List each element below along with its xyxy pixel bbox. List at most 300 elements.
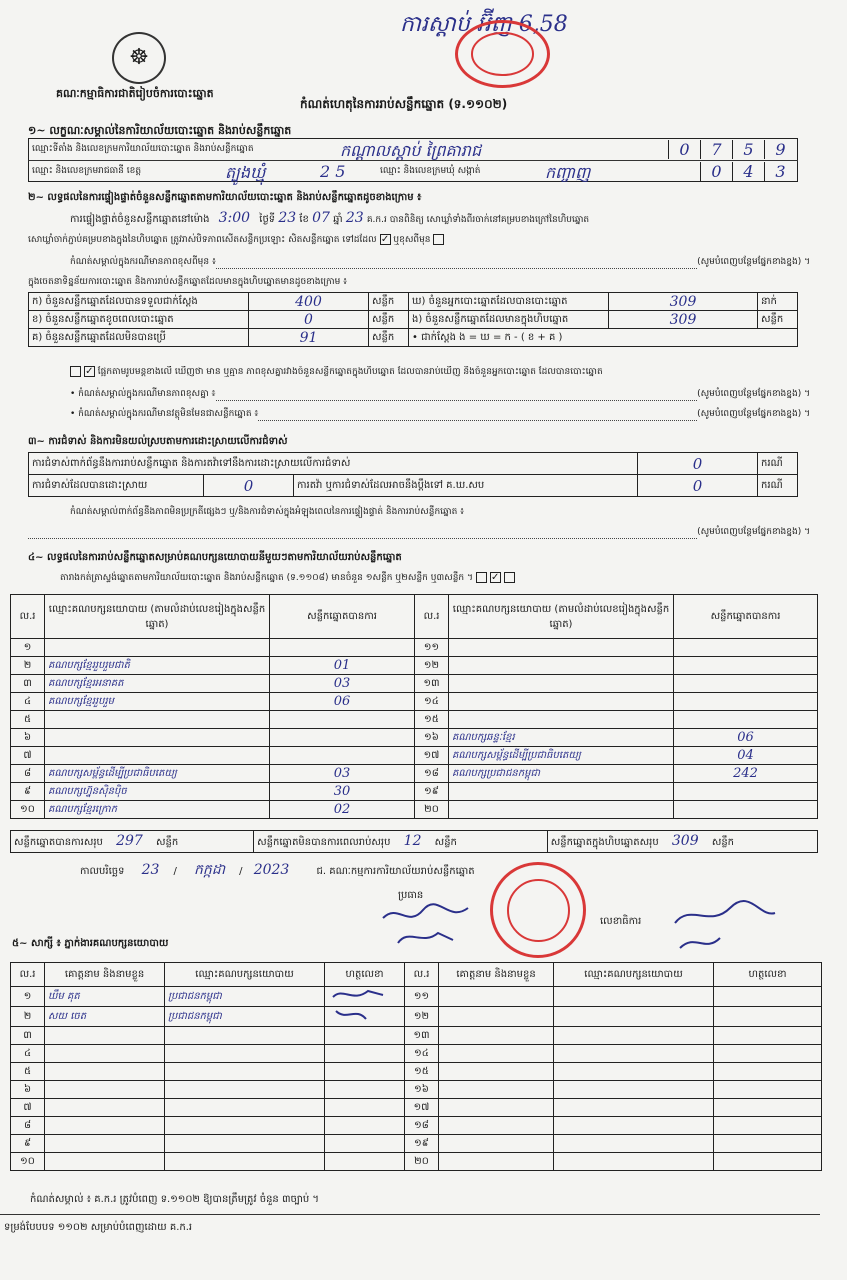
secretary-signature-svg	[670, 898, 780, 958]
bullet1-line	[70, 388, 810, 401]
party-name: គណបក្សសម្ព័ន្ធដើម្បីប្រជាធិបតេយ្យ	[45, 765, 270, 783]
row-no: ២០	[405, 1153, 439, 1171]
has-difference-checkbox[interactable]	[70, 366, 81, 377]
witness-signature-svg	[328, 987, 388, 1003]
witness-name	[439, 1153, 554, 1171]
counts-label2: ង) ចំនួនសន្លឹកឆ្នោតដែលមានក្នុងហិបឆ្នោត	[409, 311, 609, 329]
code-cell: 4	[732, 162, 764, 181]
witness-row	[11, 1081, 822, 1099]
party-votes	[270, 639, 415, 657]
row-no: ៣	[11, 675, 45, 693]
witness-sign	[325, 1153, 405, 1171]
row-no: ១៥	[405, 1063, 439, 1081]
total-box	[547, 831, 817, 853]
party-name	[449, 783, 674, 801]
resolved-label: ការជំទាស់ដែលបានដោះស្រាយ	[29, 475, 204, 497]
appeal-label: ការតវ៉ា ឬការជំទាស់ដែលអាចនឹងប្តឹងទៅ គ.ឃ.សប	[294, 475, 638, 497]
row-no: ១១	[415, 639, 449, 657]
month-value: 07	[312, 210, 330, 226]
party-name: គណបក្សខ្មែររួបរួមជាតិ	[45, 657, 270, 675]
witness-name	[45, 1135, 165, 1153]
row-no: ១៦	[405, 1081, 439, 1099]
witness-name	[45, 1081, 165, 1099]
results-row	[11, 675, 818, 693]
row-no: ១	[11, 639, 45, 657]
counts-row	[29, 293, 798, 311]
witness-party	[165, 1135, 325, 1153]
section3-note: កំណត់សម្គាល់ពាក់ព័ន្ធនឹងភាពមិនប្រក្រតីផ្សេងៗ ឬ/និងការជំទាស់ក្នុងអំឡុងពេលនៃការផ្ទៀងផ្ទាត់ និងការរាប់សន្លឹកឆ្នោត ៖	[70, 507, 465, 517]
witness-sign	[325, 1007, 405, 1027]
note-dots	[216, 256, 697, 269]
witness-sign	[325, 1099, 405, 1117]
witness-row	[11, 1135, 822, 1153]
counts-value: 400	[249, 293, 369, 311]
counts-value: 0	[249, 311, 369, 329]
note-hint: (សូមបំពេញបន្ថែមផ្នែកខាងខ្នង) ។	[697, 257, 810, 267]
section3-heading: ៣~ ការជំទាស់ និងការមិនយល់ស្របតាមការដោះស្រាយលើការជំទាស់	[28, 436, 288, 447]
section2-para1	[70, 210, 589, 227]
witness-row	[11, 1153, 822, 1171]
date-line: កាលបរិច្ឆេទ 23 / កក្កដា / 2023 ជ. គណៈកម្មការការិយាល័យរាប់សន្លឹកឆ្នោត	[80, 862, 475, 878]
counts-formula: • ជាក់ស្តែង ង = ឃ = ក - ( ខ + គ )	[409, 329, 798, 347]
party-votes: 01	[270, 657, 415, 675]
counts-row	[29, 311, 798, 329]
row-no: ៣	[11, 1027, 45, 1045]
witness-sign	[714, 1027, 822, 1045]
date-month: កក្កដា	[194, 862, 226, 878]
party-votes: 02	[270, 801, 415, 819]
three-sheet-checkbox[interactable]	[504, 572, 515, 583]
party-votes: 04	[674, 747, 818, 765]
check-line	[70, 366, 810, 379]
bullet2-hint: (សូមបំពេញបន្ថែមផ្នែកខាងខ្នង) ។	[697, 409, 810, 419]
check-line-text: ផ្អែកតាមរូបមន្តខាងលើ ឃើញថា មាន ឬគ្មាន ភាពខុសគ្នារវាងចំនួនសន្លឹកឆ្នោតក្នុងហិបឆ្នោត ដែលបានរាប់ឃើញ និងចំនួនអ្នកបោះឆ្នោត ដែលបានបោះឆ្នោត	[97, 367, 603, 377]
results-row	[11, 711, 818, 729]
footer-text: ទម្រង់បែបបទ ១១០២ សម្រាប់បំពេញដោយ គ.ក.រ	[4, 1222, 193, 1233]
party-votes	[674, 657, 818, 675]
different-checkbox[interactable]	[433, 234, 444, 245]
party-name: គណបក្សឆន្ទៈខ្មែរ	[449, 729, 674, 747]
objections-unit: ករណី	[758, 453, 798, 475]
party-votes: 03	[270, 765, 415, 783]
row-no: ២	[11, 657, 45, 675]
results-row	[11, 729, 818, 747]
total-valid	[11, 831, 254, 853]
witness-sign	[325, 1081, 405, 1099]
totals-row	[11, 831, 818, 853]
date-label: កាលបរិច្ឆេទ	[80, 866, 125, 877]
party-votes	[674, 675, 818, 693]
party-votes: 242	[674, 765, 818, 783]
row-no: ១០	[11, 1153, 45, 1171]
total-valid-value: 297	[116, 833, 143, 849]
row-no: ៩	[11, 783, 45, 801]
party-votes: 03	[270, 675, 415, 693]
code-cell: 3	[764, 162, 796, 181]
witness-party: ប្រជាជនកម្ពុជា	[165, 1007, 325, 1027]
witness-name	[439, 987, 554, 1007]
witness-row	[11, 1099, 822, 1117]
witness-party	[554, 1153, 714, 1171]
row-no: ៩	[11, 1135, 45, 1153]
witness-party	[554, 1007, 714, 1027]
results-row	[11, 639, 818, 657]
witness-party	[165, 1063, 325, 1081]
row-no: ១២	[405, 1007, 439, 1027]
secretary-signature	[670, 898, 780, 958]
date-year: 2023	[253, 862, 290, 878]
form-title: កំណត់ហេតុនៃការរាប់សន្លឹកឆ្នោត (ទ.១១០២)	[300, 97, 508, 111]
commune-value: កញ្ចាញ	[545, 163, 591, 182]
witness-sign	[714, 1007, 822, 1027]
col-party: ឈ្មោះគណបក្សនយោបាយ (តាមលំដាប់លេខរៀងក្នុងសន្លឹកឆ្នោត)	[45, 595, 270, 639]
day-label: ថ្ងៃទី	[259, 214, 276, 225]
row-no: ១៥	[415, 711, 449, 729]
row-no: ១៨	[415, 765, 449, 783]
party-name: គណបក្សហ្វ៊ុនស៊ិនប៉ិច	[45, 783, 270, 801]
same-checkbox[interactable]: ✓	[380, 234, 390, 245]
witness-sign	[714, 1135, 822, 1153]
committee-label: ជ. គណៈកម្មការការិយាល័យរាប់សន្លឹកឆ្នោត	[316, 866, 475, 877]
party-name: គណបក្សសម្ព័ន្ធដើម្បីប្រជាធិបតេយ្យ	[449, 747, 674, 765]
party-name: គណបក្សប្រជាជនកម្ពុជា	[449, 765, 674, 783]
row-no: ១៩	[415, 783, 449, 801]
total-invalid-value: 12	[403, 833, 422, 849]
witness-party	[165, 1117, 325, 1135]
handwritten-top-note: ការស្តាប់ អ៊ីញ 6,58	[400, 12, 568, 37]
month-label: ខែ	[299, 214, 309, 225]
objections-value: 0	[638, 453, 758, 475]
counts-table	[28, 292, 798, 347]
section2-para2	[28, 234, 444, 247]
total-valid-unit: សន្លឹក	[155, 837, 179, 848]
total-box-label: សន្លឹកឆ្នោតក្នុងហិបឆ្នោតសរុប	[550, 837, 659, 848]
witness-party	[554, 1117, 714, 1135]
witness-party	[165, 1045, 325, 1063]
commune-label: ឈ្មោះ និងលេខក្រមឃុំ សង្កាត់	[380, 166, 481, 176]
col-no: ល.រ	[405, 963, 439, 987]
row-no: ១៧	[415, 747, 449, 765]
row-no: ១៣	[415, 675, 449, 693]
party-votes: 30	[270, 783, 415, 801]
two-sheet-checkbox[interactable]: ✓	[490, 572, 500, 583]
province-code: 2 5	[320, 162, 346, 181]
party-votes: 06	[674, 729, 818, 747]
col-name: គោត្តនាម និងនាមខ្លួន	[439, 963, 554, 987]
results-row	[11, 801, 818, 819]
witness-row	[11, 1117, 822, 1135]
col-votes: សន្លឹកឆ្នោតបានការ	[674, 595, 818, 639]
witness-sign	[714, 1045, 822, 1063]
col-sign: ហត្ថលេខា	[325, 963, 405, 987]
bullet2-dots	[258, 408, 697, 421]
para1-rest: គ.ក.រ បានពិនិត្យ សោឃ្លាំទាំងពីរចាក់នៅគម្របខាងក្រៅនៃហិបឆ្នោត	[366, 215, 590, 225]
note-line	[70, 256, 810, 269]
witness-name: ឃឹម គុត	[45, 987, 165, 1007]
party-votes	[270, 747, 415, 765]
one-sheet-checkbox[interactable]	[476, 572, 487, 583]
row-no: ៤	[11, 693, 45, 711]
witness-name	[45, 1045, 165, 1063]
party-votes	[674, 711, 818, 729]
col-party: ឈ្មោះគណបក្សនយោបាយ (តាមលំដាប់លេខរៀងក្នុងសន្លឹកឆ្នោត)	[449, 595, 674, 639]
party-name	[45, 711, 270, 729]
witness-sign	[325, 1117, 405, 1135]
witness-header	[11, 963, 822, 987]
row-no: ៨	[11, 1117, 45, 1135]
counts-value: 91	[249, 329, 369, 347]
party-votes	[674, 639, 818, 657]
counts-value2: 309	[609, 293, 758, 311]
witness-party	[165, 1081, 325, 1099]
chair-label: ប្រធាន	[398, 890, 424, 901]
total-box-value: 309	[671, 833, 699, 849]
bullet1-hint: (សូមបំពេញបន្ថែមផ្នែកខាងខ្នង) ។	[697, 389, 810, 399]
row-no: ១៧	[405, 1099, 439, 1117]
chair-signature	[378, 898, 488, 950]
witness-name	[439, 1063, 554, 1081]
row-no: ២	[11, 1007, 45, 1027]
province-value: ត្បូងឃ្មុំ	[225, 163, 266, 182]
location-codes	[668, 140, 796, 159]
objections-row	[29, 475, 798, 497]
objections-row	[29, 453, 798, 475]
witness-name	[45, 1153, 165, 1171]
party-votes	[674, 801, 818, 819]
witness-party	[554, 987, 714, 1007]
section3-hint: (សូមបំពេញបន្ថែមផ្នែកខាងខ្នង) ។	[697, 527, 810, 537]
row-no: ១	[11, 987, 45, 1007]
witness-party	[165, 1153, 325, 1171]
row-no: ១៤	[405, 1045, 439, 1063]
total-invalid	[254, 831, 548, 853]
para2-yes: ឬខុសពីមុន	[393, 235, 431, 245]
row-no: ១៣	[405, 1027, 439, 1045]
row-no: ១៤	[415, 693, 449, 711]
witness-party	[554, 1027, 714, 1045]
witness-row	[11, 1027, 822, 1045]
bullet2-line	[70, 408, 810, 421]
witness-party: ប្រជាជនកម្ពុជា	[165, 987, 325, 1007]
row-no: ២០	[415, 801, 449, 819]
party-name	[449, 639, 674, 657]
witness-name	[439, 1135, 554, 1153]
party-name: គណបក្សខ្មែរអនាគត	[45, 675, 270, 693]
top-seal	[455, 20, 550, 88]
col-party: ឈ្មោះគណបក្សនយោបាយ	[554, 963, 714, 987]
witness-party	[165, 1027, 325, 1045]
row-no: ១០	[11, 801, 45, 819]
section2-para3: ក្នុងចេតនាទិន្នន័យការបោះឆ្នោត និងការរាប់សន្លឹកឆ្នោតដែលមានក្នុងហិបឆ្នោតមានដូចខាងក្រោម ៖	[28, 277, 348, 287]
counts-label2: ឃ) ចំនួនអ្នកបោះឆ្នោតដែលបានបោះឆ្នោត	[409, 293, 609, 311]
row-no: ៦	[11, 729, 45, 747]
code-cell: 0	[668, 140, 700, 159]
witness-party	[554, 1135, 714, 1153]
counts-unit2: សន្លឹក	[758, 311, 798, 329]
witness-party	[554, 1063, 714, 1081]
counts-label: ខ) ចំនួនសន្លឹកឆ្នោតខូចពេលបោះឆ្នោត	[29, 311, 249, 329]
party-votes	[270, 711, 415, 729]
section3-hint-line	[28, 526, 810, 539]
footer-rule	[0, 1214, 820, 1215]
objections-table	[28, 452, 798, 497]
code-cell: 0	[700, 162, 732, 181]
party-name: គណបក្សខ្មែររួបរួម	[45, 693, 270, 711]
witness-sign	[714, 1153, 822, 1171]
bullet1: • កំណត់សម្គាល់ក្នុងករណីមានភាពខុសគ្នា ៖	[70, 389, 216, 399]
results-header	[11, 595, 818, 639]
party-name	[449, 801, 674, 819]
bullet2: • កំណត់សម្គាល់ក្នុងករណីមានវត្ថុមិនមែនជាសន្លឹកឆ្នោត ៖	[70, 409, 259, 419]
col-no: ល.រ	[11, 595, 45, 639]
witness-row	[11, 987, 822, 1007]
chair-signature-svg	[378, 898, 488, 950]
para1-text: ការផ្ទៀងផ្ទាត់ចំនួនសន្លឹកឆ្នោតនៅម៉ោង	[70, 214, 210, 225]
witness-name	[439, 1081, 554, 1099]
results-row	[11, 693, 818, 711]
section3-dots	[28, 526, 697, 539]
counts-unit2: នាក់	[758, 293, 798, 311]
row-no: ១១	[405, 987, 439, 1007]
location-value: កណ្តាលស្តាប់ ព្រៃគារាជ	[340, 141, 482, 160]
witness-party	[165, 1099, 325, 1117]
party-name	[45, 639, 270, 657]
row-no: ១៨	[405, 1117, 439, 1135]
results-row	[11, 747, 818, 765]
para2-text: សោឃ្លាំចាក់ភ្ជាប់គម្របខាងក្នុងនៃហិបឆ្នោត ត្រូវរាស់បិទភាពសើតសន្លឹកប្រឡោះ សិតសន្លឹកឆ្នោត ទៅដដែល	[28, 235, 377, 245]
witness-name	[439, 1099, 554, 1117]
witness-row	[11, 1063, 822, 1081]
results-table	[10, 594, 818, 819]
row-no: ៤	[11, 1045, 45, 1063]
footnote: កំណត់សម្គាល់ ៖ គ.ក.រ ត្រូវបំពេញ ទ.១១០២ ឱ្យបានត្រឹមត្រូវ ចំនួន ៣ច្បាប់ ។	[30, 1194, 319, 1205]
witness-sign	[714, 1117, 822, 1135]
witness-name	[45, 1063, 165, 1081]
bullet1-dots	[216, 388, 698, 401]
counts-unit: សន្លឹក	[369, 293, 409, 311]
witness-sign	[325, 1135, 405, 1153]
commission-name: គណៈកម្មាធិការជាតិរៀបចំការបោះឆ្នោត	[56, 87, 214, 100]
section1-heading: ១~ លក្ខណៈសម្គាល់នៃការិយាល័យបោះឆ្នោត និងរាប់សន្លឹកឆ្នោត	[28, 124, 292, 137]
witness-party	[554, 1099, 714, 1117]
secretary-label: លេខាធិការ	[600, 916, 642, 927]
party-name	[449, 711, 674, 729]
committee-seal	[490, 862, 586, 958]
col-party: ឈ្មោះគណបក្សនយោបាយ	[165, 963, 325, 987]
row-no: ៦	[11, 1081, 45, 1099]
col-sign: ហត្ថលេខា	[714, 963, 822, 987]
counts-label: គ) ចំនួនសន្លឹកឆ្នោតដែលមិនបានប្រើ	[29, 329, 249, 347]
totals-table	[10, 830, 818, 853]
counts-unit: សន្លឹក	[369, 329, 409, 347]
code-cell: 5	[732, 140, 764, 159]
row-no: ១៦	[415, 729, 449, 747]
witness-row	[11, 1007, 822, 1027]
col-votes: សន្លឹកឆ្នោតបានការ	[270, 595, 415, 639]
witness-sign	[325, 1027, 405, 1045]
time-value: 3:00	[218, 210, 251, 226]
witness-party	[554, 1081, 714, 1099]
party-votes	[674, 693, 818, 711]
resolved-value: 0	[204, 475, 294, 497]
party-name: គណបក្សខ្មែរក្រោក	[45, 801, 270, 819]
total-box-unit: សន្លឹក	[711, 837, 735, 848]
province-label: ឈ្មោះ និងលេខក្រមរាជធានី ខេត្ត	[32, 166, 142, 176]
row-no: ១៩	[405, 1135, 439, 1153]
witness-name	[439, 1045, 554, 1063]
section5-heading: ៥~ សាក្សី ៖ ភ្នាក់ងារគណបក្សនយោបាយ	[12, 938, 169, 949]
row-no: ៧	[11, 1099, 45, 1117]
witness-signature-svg	[328, 1007, 388, 1023]
party-name	[45, 747, 270, 765]
counts-value2: 309	[609, 311, 758, 329]
total-invalid-label: សន្លឹកឆ្នោតមិនបានការពេលរាប់សរុប	[257, 837, 391, 848]
results-row	[11, 783, 818, 801]
witness-name	[439, 1027, 554, 1045]
party-name	[449, 657, 674, 675]
witness-sign	[714, 1099, 822, 1117]
location-label: ឈ្មោះទីតាំង និងលេខក្រមការិយាល័យបោះឆ្នោត និងរាប់សន្លឹកឆ្នោត	[32, 144, 254, 154]
no-difference-checkbox[interactable]: ✓	[85, 366, 94, 377]
witness-sign	[325, 1063, 405, 1081]
row-no: ៧	[11, 747, 45, 765]
col-no: ល.រ	[415, 595, 449, 639]
total-invalid-unit: សន្លឹក	[434, 837, 457, 848]
results-row	[11, 657, 818, 675]
day-value: 23	[278, 210, 297, 226]
witness-sign	[325, 1045, 405, 1063]
party-votes	[674, 783, 818, 801]
appeal-unit: ករណី	[758, 475, 798, 497]
witness-sign	[714, 987, 822, 1007]
col-no: ល.រ	[11, 963, 45, 987]
witness-row	[11, 1045, 822, 1063]
counts-label: ក) ចំនួនសន្លឹកឆ្នោតដែលបានទទួលជាក់ស្តែង	[29, 293, 249, 311]
counts-unit: សន្លឹក	[369, 311, 409, 329]
date-day: 23	[141, 862, 160, 878]
appeal-value: 0	[638, 475, 758, 497]
witness-name	[45, 1117, 165, 1135]
row-no: ១២	[415, 657, 449, 675]
party-votes: 06	[270, 693, 415, 711]
witness-name	[439, 1007, 554, 1027]
row-no: ៥	[11, 1063, 45, 1081]
witness-name: សយ ចេត	[45, 1007, 165, 1027]
emblem-icon: ☸	[112, 32, 166, 84]
witness-name	[45, 1027, 165, 1045]
section4-heading: ៤~ លទ្ធផលនៃការរាប់សន្លឹកឆ្នោតសម្រាប់គណបក្សនយោបាយនីមួយៗតាមការិយាល័យរាប់សន្លឹកឆ្នោត	[28, 552, 402, 563]
objections-label: ការជំទាស់ពាក់ព័ន្ធនឹងការរាប់សន្លឹកឆ្នោត និងការតវ៉ាទៅនឹងការដោះស្រាយលើការជំទាស់	[29, 453, 638, 475]
seal-inner	[471, 32, 533, 75]
code-cell: 9	[764, 140, 796, 159]
party-name	[449, 675, 674, 693]
party-name	[45, 729, 270, 747]
party-name	[449, 693, 674, 711]
section2-heading: ២~ លទ្ធផលនៃការផ្ទៀងផ្ទាត់ចំនួនសន្លឹកឆ្នោតតាមការិយាល័យបោះឆ្នោត និងរាប់សន្លឹកឆ្នោតដូចខាងក្រោម ៖	[28, 192, 422, 203]
counts-row	[29, 329, 798, 347]
party-votes	[270, 729, 415, 747]
witness-name	[439, 1117, 554, 1135]
witness-sign	[714, 1063, 822, 1081]
section4-intro-text: តារាងកត់ត្រាស្ទង់ឆ្នោតតាមការិយាល័យបោះឆ្នោត និងរាប់សន្លឹកឆ្នោត (ទ.១១០៨) មានចំនួន ១សន្លឹក ឬ២សន្លឹក ឬ៣សន្លឹក ។	[60, 573, 473, 583]
note-label: កំណត់សម្គាល់ក្នុងករណីមានភាពខុសពីមុន ៖	[70, 257, 216, 267]
witness-name	[45, 1099, 165, 1117]
total-valid-label: សន្លឹកឆ្នោតបានការសរុប	[14, 837, 103, 848]
year-label: ឆ្នាំ	[333, 214, 343, 225]
committee-seal-inner	[507, 879, 570, 942]
row-no: ៨	[11, 765, 45, 783]
col-name: គោត្តនាម និងនាមខ្លួន	[45, 963, 165, 987]
